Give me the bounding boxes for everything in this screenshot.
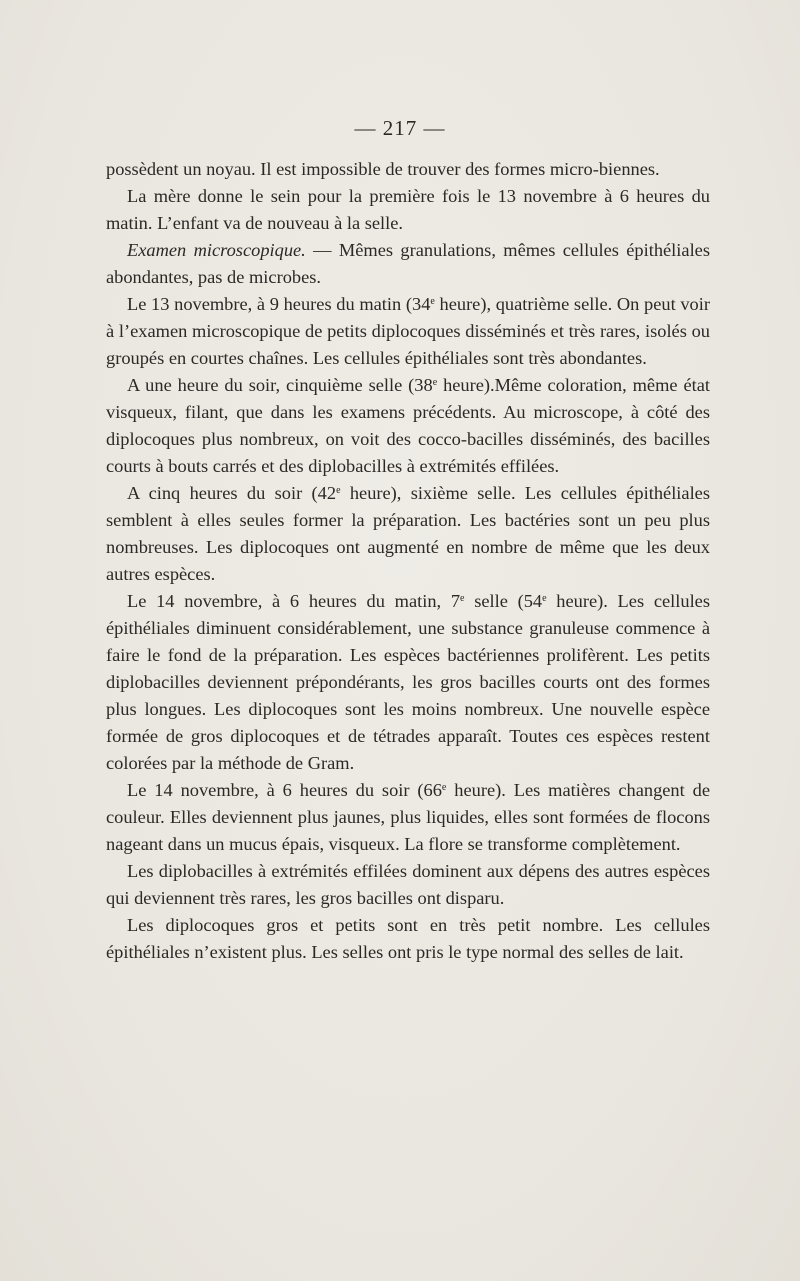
- paragraph-4: Le 13 novembre, à 9 heures du matin (34e heure), quatrième selle. On peut voir à l’examen microscopique de petits diplocoques disséminés et très rares, isolés ou groupés en courtes chaînes. Les cellules épithéliales sont très abondantes.: [106, 294, 710, 368]
- paragraph-7: Le 14 novembre, à 6 heures du matin, 7e selle (54e heure). Les cellules épithéliales diminuent considérablement, une substance granuleuse commence à faire le fond de la préparation. Les espèces bactériennes prolifèrent. Les petits diplobacilles deviennent prépondérants, les gros bacilles courts ont des formes plus longues. Les diplocoques sont les moins nombreux. Une nouvelle espèce formée de gros diplocoques et de tétrades apparaît. Toutes ces espèces restent colorées par la méthode de Gram.: [106, 591, 710, 773]
- paragraph-9: Les diplobacilles à extrémités effilées dominent aux dépens des autres espèces qui deviennent très rares, les gros bacilles ont disparu.: [106, 861, 710, 908]
- paragraph-6: A cinq heures du soir (42e heure), sixième selle. Les cellules épithéliales semblent à elles seules former la préparation. Les bactéries sont un peu plus nombreuses. Les diplocoques ont augmenté en nombre de même que les deux autres espèces.: [106, 483, 711, 584]
- body-text: [106, 156, 710, 966]
- paragraph-3: Examen microscopique. — Mêmes granulations, mêmes cellules épithéliales abondantes, pas de microbes.: [106, 240, 710, 287]
- section-label: Examen microscopique.: [127, 240, 306, 260]
- paragraph-8: Le 14 novembre, à 6 heures du soir (66e heure). Les matières changent de couleur. Elles deviennent plus jaunes, plus liquides, elles sont formées de flocons nageant dans un mucus épais, visqueux. La flore se transforme complètement.: [106, 780, 710, 854]
- page-number: — 217 —: [354, 116, 446, 140]
- paragraph-5: A une heure du soir, cinquième selle (38e heure).Même coloration, même état visqueux, filant, que dans les examens précédents. Au microscope, à côté des diplocoques plus nombreux, on voit des cocco-bacilles disséminés, des bacilles courts à bouts carrés et des diplobacilles à extrémités effilées.: [106, 375, 710, 476]
- paragraph-2: La mère donne le sein pour la première fois le 13 novembre à 6 heures du matin. L’enfant va de nouveau à la selle.: [106, 186, 710, 233]
- paragraph-1: possèdent un noyau. Il est impossible de trouver des formes micro-biennes.: [106, 159, 660, 179]
- paragraph-10: Les diplocoques gros et petits sont en très petit nombre. Les cellules épithéliales n’existent plus. Les selles ont pris le type normal des selles de lait.: [106, 915, 710, 962]
